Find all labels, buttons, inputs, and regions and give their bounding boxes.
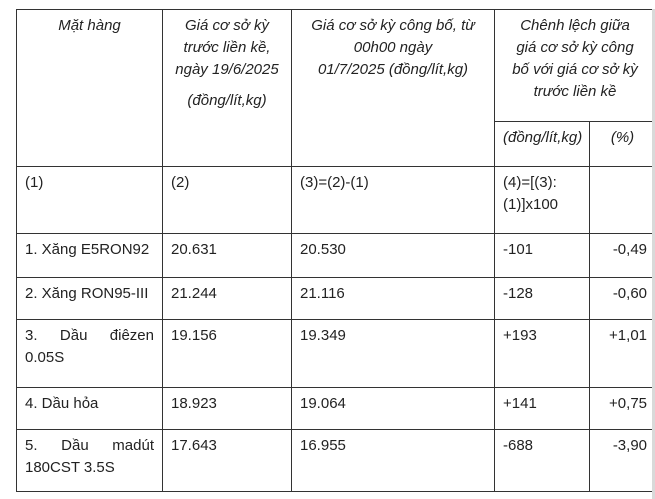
header-diff-line3: bố với giá cơ sở kỳ	[512, 61, 638, 78]
header-diff-pct	[590, 122, 655, 167]
header-item	[17, 10, 163, 167]
formula-cell-2: (2)	[163, 167, 292, 234]
header-prev-line2: trước liền kề,	[183, 39, 271, 56]
header-item-label: Mặt hàng	[58, 17, 121, 34]
header-difference	[495, 10, 655, 122]
header-diff-unit-label: (đồng/lít,kg)	[503, 129, 583, 146]
header-prev-line1: Giá cơ sở kỳ	[185, 17, 269, 34]
row-prev-price: 19.156	[163, 320, 292, 388]
formula-cell-1: (1)	[17, 167, 163, 234]
row-prev-price: 21.244	[163, 278, 292, 320]
header-prev-line3: ngày 19/6/2025	[175, 61, 279, 78]
header-diff-line1: Chênh lệch giữa	[520, 17, 630, 34]
table-row	[17, 278, 655, 320]
row-item-line2: 0.05S	[25, 349, 65, 366]
row-pct: -0,60	[590, 278, 655, 320]
header-diff-line2: giá cơ sở kỳ công	[516, 39, 634, 56]
row-prev-price: 17.643	[163, 430, 292, 492]
header-prev-unit: (đồng/lít,kg)	[187, 92, 267, 109]
formula-cell-4-line1: (4)=[(3):	[503, 174, 557, 191]
fuel-price-table	[16, 9, 655, 492]
row-new-price: 21.116	[292, 278, 495, 320]
formula-row	[17, 167, 655, 234]
header-new-price	[292, 10, 495, 167]
formula-cell-4	[495, 167, 590, 234]
table-row	[17, 430, 655, 492]
row-item: 2. Xăng RON95-III	[17, 278, 163, 320]
row-diff: +141	[495, 388, 590, 430]
header-row	[17, 10, 655, 122]
table-row	[17, 388, 655, 430]
row-new-price: 20.530	[292, 234, 495, 278]
price-table-container	[16, 9, 655, 499]
row-new-price: 19.349	[292, 320, 495, 388]
row-new-price: 16.955	[292, 430, 495, 492]
row-pct: +1,01	[590, 320, 655, 388]
row-diff: +193	[495, 320, 590, 388]
header-new-line3: 01/7/2025 (đồng/lít,kg)	[317, 61, 469, 78]
row-diff: -101	[495, 234, 590, 278]
row-pct: +0,75	[590, 388, 655, 430]
formula-cell-3: (3)=(2)-(1)	[292, 167, 495, 234]
row-prev-price: 20.631	[163, 234, 292, 278]
row-item-line2: 180CST 3.5S	[25, 459, 115, 476]
formula-cell-5	[590, 167, 655, 234]
row-diff: -128	[495, 278, 590, 320]
row-item: 4. Dầu hỏa	[17, 388, 163, 430]
row-new-price: 19.064	[292, 388, 495, 430]
table-row	[17, 234, 655, 278]
row-pct: -3,90	[590, 430, 655, 492]
header-new-line2: 00h00 ngày	[353, 39, 433, 56]
row-prev-price: 18.923	[163, 388, 292, 430]
formula-cell-4-line2: (1)]x100	[503, 196, 559, 213]
header-diff-pct-label: (%)	[610, 129, 635, 146]
row-item-line1: 5. Dầu madút	[25, 437, 154, 454]
row-pct: -0,49	[590, 234, 655, 278]
header-diff-unit	[495, 122, 590, 167]
header-diff-line4: trước liền kề	[533, 83, 617, 100]
row-item: 1. Xăng E5RON92	[17, 234, 163, 278]
row-item	[17, 320, 163, 388]
row-item	[17, 430, 163, 492]
table-row	[17, 320, 655, 388]
header-prev-price	[163, 10, 292, 167]
header-new-line1: Giá cơ sở kỳ công bố, từ	[311, 17, 475, 34]
row-item-line1: 3. Dầu điêzen	[25, 327, 154, 344]
row-diff: -688	[495, 430, 590, 492]
